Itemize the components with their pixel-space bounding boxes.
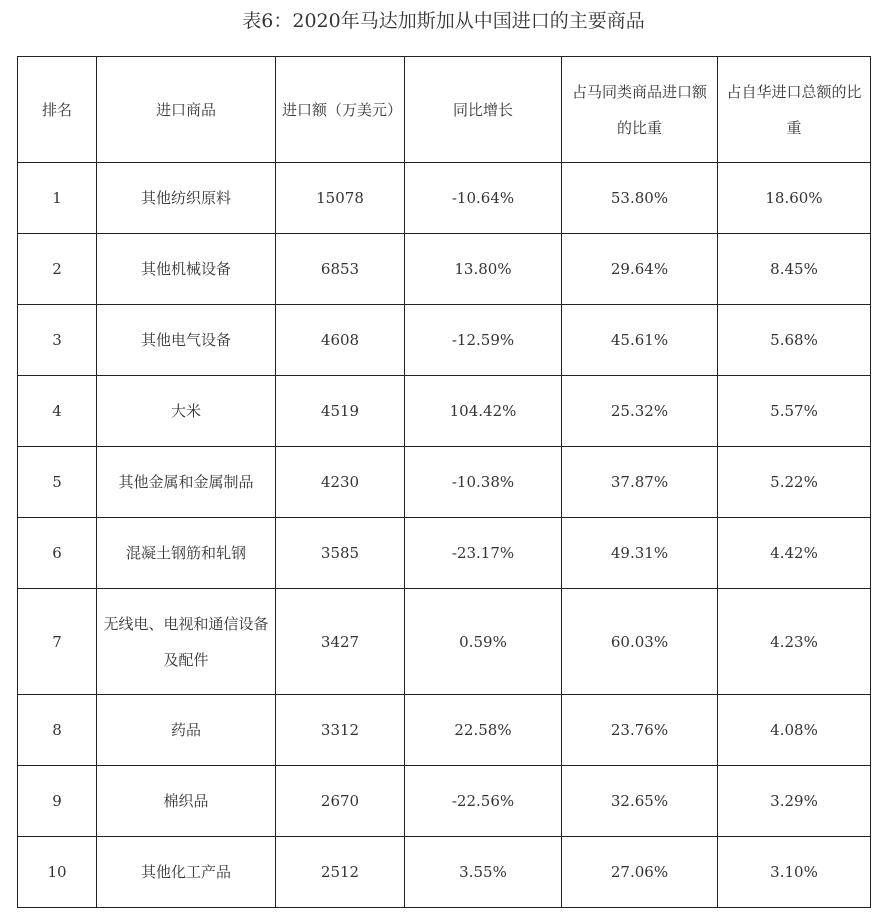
cell-rank: 5 — [18, 447, 97, 518]
cell-share-same: 25.32% — [562, 376, 718, 447]
table-row — [18, 163, 871, 234]
cell-rank: 3 — [18, 305, 97, 376]
cell-share-china: 18.60% — [718, 163, 871, 234]
cell-rank: 8 — [18, 695, 97, 766]
cell-share-same: 60.03% — [562, 589, 718, 695]
cell-growth: -23.17% — [405, 518, 562, 589]
table-caption: 表6：2020年马达加斯加从中国进口的主要商品 — [242, 10, 645, 32]
cell-growth: -10.64% — [405, 163, 562, 234]
table-row — [18, 234, 871, 305]
cell-share-china: 4.08% — [718, 695, 871, 766]
cell-product: 其他金属和金属制品 — [97, 447, 276, 518]
table-row — [18, 447, 871, 518]
cell-product: 混凝土钢筋和轧钢 — [97, 518, 276, 589]
cell-product: 药品 — [97, 695, 276, 766]
header-amount: 进口额（万美元） — [276, 57, 405, 163]
cell-share-same: 53.80% — [562, 163, 718, 234]
cell-amount: 4608 — [276, 305, 405, 376]
header-row — [18, 57, 871, 163]
imports-table — [17, 56, 871, 908]
cell-share-same: 29.64% — [562, 234, 718, 305]
header-growth: 同比增长 — [405, 57, 562, 163]
cell-share-china: 5.57% — [718, 376, 871, 447]
cell-growth: -10.38% — [405, 447, 562, 518]
cell-amount: 6853 — [276, 234, 405, 305]
header-share-same: 占马同类商品进口额的比重 — [562, 57, 718, 163]
cell-product: 其他机械设备 — [97, 234, 276, 305]
table-row — [18, 589, 871, 695]
cell-share-china: 5.68% — [718, 305, 871, 376]
cell-growth: 22.58% — [405, 695, 562, 766]
cell-share-same: 23.76% — [562, 695, 718, 766]
cell-amount: 4519 — [276, 376, 405, 447]
cell-amount: 3585 — [276, 518, 405, 589]
cell-share-china: 3.29% — [718, 766, 871, 837]
cell-product: 棉织品 — [97, 766, 276, 837]
cell-product: 其他纺织原料 — [97, 163, 276, 234]
cell-growth: 104.42% — [405, 376, 562, 447]
cell-product: 无线电、电视和通信设备及配件 — [97, 589, 276, 695]
cell-share-china: 8.45% — [718, 234, 871, 305]
cell-growth: -12.59% — [405, 305, 562, 376]
cell-growth: 13.80% — [405, 234, 562, 305]
cell-share-same: 27.06% — [562, 837, 718, 908]
cell-share-china: 5.22% — [718, 447, 871, 518]
cell-growth: -22.56% — [405, 766, 562, 837]
table-row — [18, 695, 871, 766]
table-row — [18, 305, 871, 376]
cell-rank: 1 — [18, 163, 97, 234]
cell-share-china: 4.23% — [718, 589, 871, 695]
cell-product: 其他电气设备 — [97, 305, 276, 376]
cell-rank: 10 — [18, 837, 97, 908]
cell-rank: 6 — [18, 518, 97, 589]
cell-share-china: 3.10% — [718, 837, 871, 908]
cell-share-same: 37.87% — [562, 447, 718, 518]
cell-amount: 4230 — [276, 447, 405, 518]
cell-amount: 3427 — [276, 589, 405, 695]
cell-rank: 9 — [18, 766, 97, 837]
header-share-china: 占自华进口总额的比重 — [718, 57, 871, 163]
cell-share-same: 45.61% — [562, 305, 718, 376]
cell-product: 其他化工产品 — [97, 837, 276, 908]
table-row — [18, 518, 871, 589]
cell-share-same: 49.31% — [562, 518, 718, 589]
cell-share-same: 32.65% — [562, 766, 718, 837]
header-product: 进口商品 — [97, 57, 276, 163]
table-row — [18, 837, 871, 908]
cell-amount: 3312 — [276, 695, 405, 766]
cell-growth: 0.59% — [405, 589, 562, 695]
cell-rank: 7 — [18, 589, 97, 695]
cell-growth: 3.55% — [405, 837, 562, 908]
header-rank: 排名 — [18, 57, 97, 163]
cell-amount: 2512 — [276, 837, 405, 908]
cell-rank: 4 — [18, 376, 97, 447]
table-row — [18, 766, 871, 837]
table-row — [18, 376, 871, 447]
cell-rank: 2 — [18, 234, 97, 305]
cell-amount: 2670 — [276, 766, 405, 837]
cell-share-china: 4.42% — [718, 518, 871, 589]
cell-product: 大米 — [97, 376, 276, 447]
cell-amount: 15078 — [276, 163, 405, 234]
